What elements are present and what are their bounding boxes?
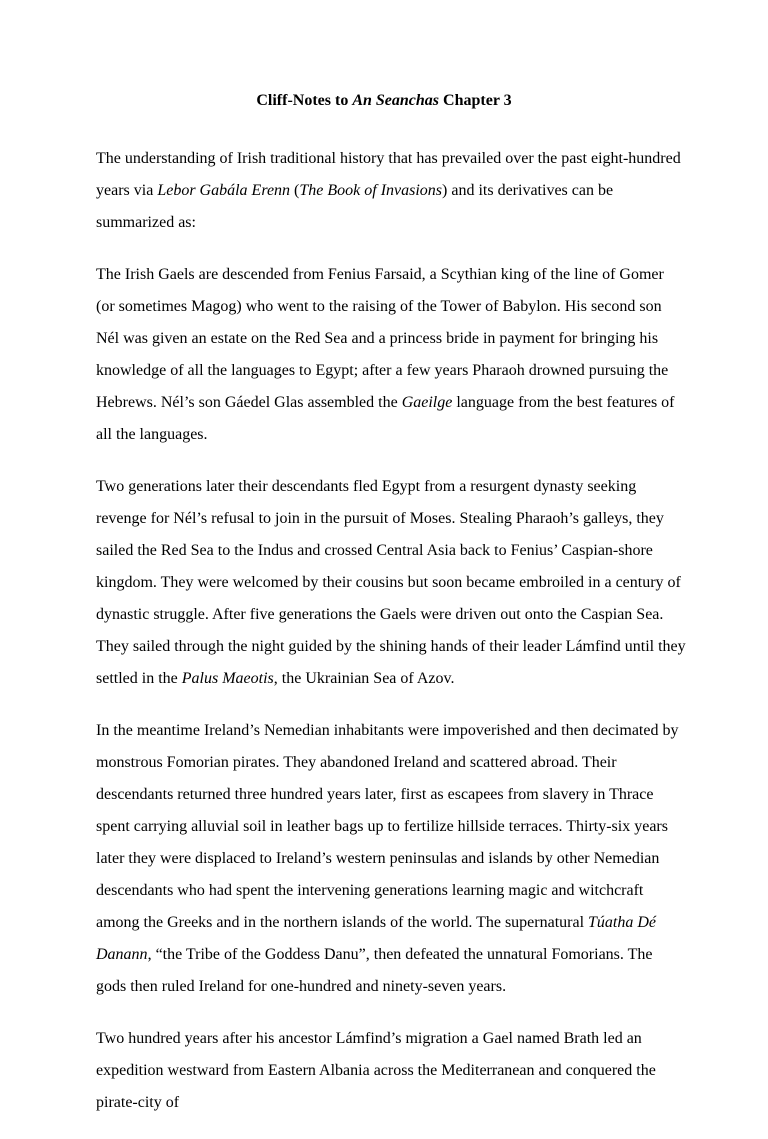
title-italic: An Seanchas [352, 92, 440, 109]
text-run: , the Ukrainian Sea of Azov. [273, 670, 455, 687]
text-run: The Irish Gaels are descended from Fenius Farsaid, a Scythian king of the line of Gomer (or sometimes Magog) who went to the raising of the Tower of Babylon. His second son Nél was given an estate on the Red Sea and a princess bride in payment for bringing his knowledge of all the languages to Egypt; after a few years Pharaoh drowned pursuing the Hebrews. Nél’s son Gáedel Glas assembled the [96, 266, 669, 411]
document-body [96, 143, 686, 1139]
text-run: Two generations later their descendants fled Egypt from a resurgent dynasty seeking revenge for Nél’s refusal to join in the pursuit of Moses. Stealing Pharaoh’s galleys, they sailed the Red Sea to the Indus and crossed Central Asia back to Fenius’ Caspian-shore kingdom. They were welcomed by their cousins but soon became embroiled in a century of dynastic struggle. After five generations the Gaels were driven out onto the Caspian Sea. They sailed through the night guided by the shining hands of their leader Lámfind until they settled in the [96, 478, 686, 687]
italic-run: Palus Maeotis [181, 670, 274, 687]
italic-run: Túatha Dé Danann [96, 914, 657, 963]
italic-run: The Book of Invasions [299, 182, 443, 199]
paragraph [96, 471, 686, 695]
text-run: language from the best features of all the languages. [96, 394, 675, 443]
text-run: The understanding of Irish traditional history that has prevailed over the past eight-hundred years via [96, 150, 681, 199]
paragraph [96, 259, 686, 451]
title-prefix: Cliff-Notes to [256, 92, 353, 109]
document-title [0, 91, 768, 111]
text-run: Two hundred years after his ancestor Lámfind’s migration a Gael named Brath led an expedition westward from Eastern Albania across the Mediterranean and conquered the pirate-city of [96, 1030, 656, 1111]
title-suffix: Chapter 3 [439, 92, 512, 109]
paragraph [96, 143, 686, 239]
italic-run: Gaeilge [401, 394, 453, 411]
paragraph [96, 1023, 686, 1119]
italic-run: Lebor Gabála Erenn [157, 182, 291, 199]
text-run: ( [290, 182, 300, 199]
text-run: ) and its derivatives can be summarized as: [96, 182, 614, 231]
text-run: In the meantime Ireland’s Nemedian inhabitants were impoverished and then decimated by monstrous Fomorian pirates. They abandoned Ireland and scattered abroad. Their descendants returned three hundred years later, first as escapees from slavery in Thrace spent carrying alluvial soil in leather bags up to fertilize hillside terraces. Thirty-six years later they were displaced to Ireland’s western peninsulas and islands by other Nemedian descendants who had spent the intervening generations learning magic and witchcraft among the Greeks and in the northern islands of the world. The supernatural [96, 722, 679, 931]
text-run: , “the Tribe of the Goddess Danu”, then defeated the unnatural Fomorians. The gods then ruled Ireland for one-hundred and ninety-seven years. [96, 946, 653, 995]
paragraph [96, 715, 686, 1003]
